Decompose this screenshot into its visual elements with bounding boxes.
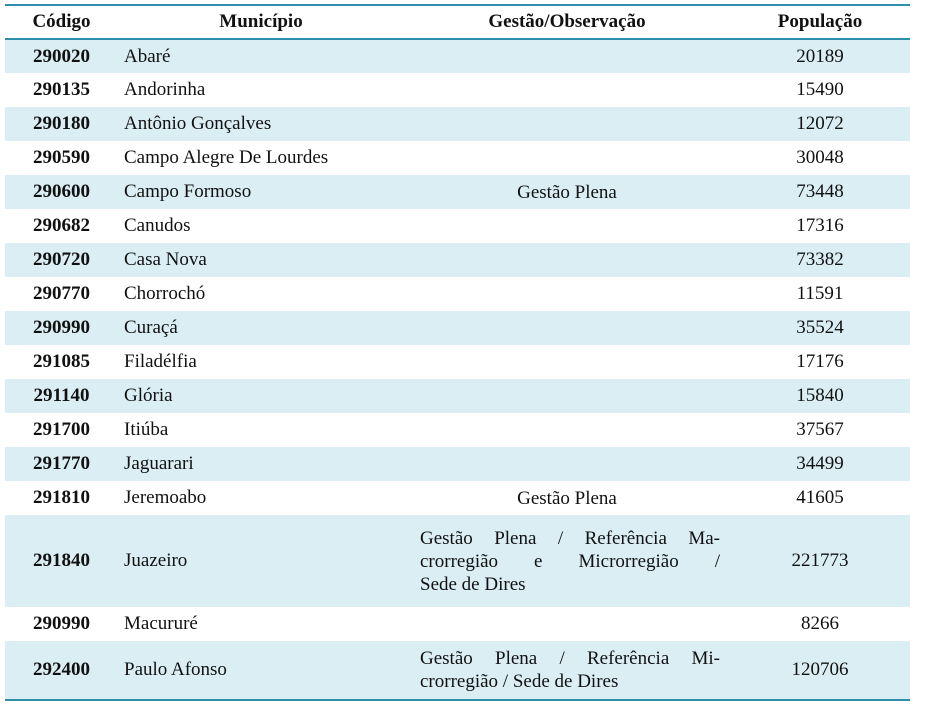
table-row xyxy=(5,607,910,641)
cell-management xyxy=(404,277,730,311)
cell-population: 30048 xyxy=(796,147,844,168)
cell-management xyxy=(404,243,730,277)
header-population: População xyxy=(777,11,863,32)
cell-population: 17176 xyxy=(796,351,844,372)
header-code: Código xyxy=(32,11,91,32)
table-row xyxy=(5,311,910,345)
cell-code: 290600 xyxy=(33,181,90,202)
cell-municipality: Chorrochó xyxy=(124,283,206,304)
municipality-table-container xyxy=(5,4,910,701)
cell-population: 8266 xyxy=(801,613,839,634)
cell-population: 120706 xyxy=(791,659,849,680)
cell-code: 290590 xyxy=(33,147,90,168)
table-row xyxy=(5,515,910,607)
table-row xyxy=(5,243,910,277)
cell-municipality: Antônio Gonçalves xyxy=(124,113,272,134)
cell-municipality: Paulo Afonso xyxy=(124,659,227,680)
table-row xyxy=(5,447,910,481)
cell-management-text: Gestão Plena / Referência Ma- crorregião e Microrregião / Sede de Dires xyxy=(420,527,720,595)
cell-population: 17316 xyxy=(796,215,844,236)
cell-population: 12072 xyxy=(796,113,844,134)
cell-population: 221773 xyxy=(791,550,849,571)
cell-code: 290720 xyxy=(33,249,90,270)
cell-municipality: Abaré xyxy=(124,45,171,67)
table-row xyxy=(5,107,910,141)
header-management: Gestão/Observação xyxy=(488,11,646,32)
table-row xyxy=(5,175,910,209)
cell-management xyxy=(404,107,730,141)
table-row xyxy=(5,141,910,175)
cell-municipality: Glória xyxy=(124,385,173,406)
cell-management xyxy=(404,515,730,607)
cell-management: Gestão Plena xyxy=(517,181,617,203)
cell-code: 290990 xyxy=(33,317,90,338)
cell-population: 15840 xyxy=(796,385,844,406)
cell-municipality: Filadélfia xyxy=(124,351,197,372)
table-row xyxy=(5,345,910,379)
table-row xyxy=(5,209,910,243)
cell-municipality: Casa Nova xyxy=(124,249,207,270)
cell-municipality: Juazeiro xyxy=(124,550,188,571)
table-row xyxy=(5,277,910,311)
cell-municipality: Canudos xyxy=(124,215,191,236)
cell-management xyxy=(404,311,730,345)
cell-population: 73382 xyxy=(796,249,844,270)
cell-municipality: Curaçá xyxy=(124,317,178,338)
table-body xyxy=(5,39,910,700)
cell-management-text: Gestão Plena / Referência Mi- crorregião / Sede de Dires xyxy=(420,648,720,692)
cell-population: 34499 xyxy=(796,453,844,474)
table-row xyxy=(5,481,910,515)
cell-code: 290180 xyxy=(33,113,90,134)
cell-code: 290770 xyxy=(33,283,90,304)
cell-code: 291700 xyxy=(33,419,90,440)
cell-code: 291840 xyxy=(33,550,90,571)
cell-code: 290682 xyxy=(33,215,90,236)
table-row xyxy=(5,73,910,107)
cell-population: 73448 xyxy=(796,181,844,202)
cell-management xyxy=(404,39,730,73)
cell-population: 37567 xyxy=(796,419,844,440)
cell-code: 291140 xyxy=(33,385,90,406)
cell-code: 291085 xyxy=(33,351,90,372)
cell-municipality: Andorinha xyxy=(124,79,206,100)
cell-management xyxy=(404,447,730,481)
table-row xyxy=(5,413,910,447)
cell-management xyxy=(404,379,730,413)
cell-municipality: Macururé xyxy=(124,613,198,634)
municipality-table xyxy=(5,4,910,701)
cell-population: 41605 xyxy=(796,487,844,508)
cell-municipality: Jaguarari xyxy=(124,453,194,474)
cell-code: 291770 xyxy=(33,453,90,474)
cell-management xyxy=(404,73,730,107)
table-row xyxy=(5,379,910,413)
cell-management: Gestão Plena xyxy=(517,487,617,509)
table-row xyxy=(5,641,910,700)
cell-code: 290135 xyxy=(33,79,90,100)
cell-code: 292400 xyxy=(33,659,90,680)
cell-management xyxy=(404,209,730,243)
cell-municipality: Campo Formoso xyxy=(124,181,252,202)
header-municipality: Município xyxy=(219,11,303,32)
cell-population: 35524 xyxy=(796,317,844,338)
cell-code: 291810 xyxy=(33,487,90,508)
cell-municipality: Jeremoabo xyxy=(124,487,207,508)
table-header-row xyxy=(5,5,910,39)
cell-municipality: Itiúba xyxy=(124,419,169,440)
cell-management xyxy=(404,641,730,700)
cell-code: 290020 xyxy=(33,45,90,67)
cell-municipality: Campo Alegre De Lourdes xyxy=(124,147,329,168)
cell-population: 15490 xyxy=(796,79,844,100)
cell-population: 11591 xyxy=(796,283,844,304)
cell-management xyxy=(404,413,730,447)
cell-management xyxy=(404,345,730,379)
cell-management xyxy=(404,607,730,641)
cell-population: 20189 xyxy=(796,45,844,67)
table-row xyxy=(5,39,910,73)
cell-management xyxy=(404,141,730,175)
cell-code: 290990 xyxy=(33,613,90,634)
